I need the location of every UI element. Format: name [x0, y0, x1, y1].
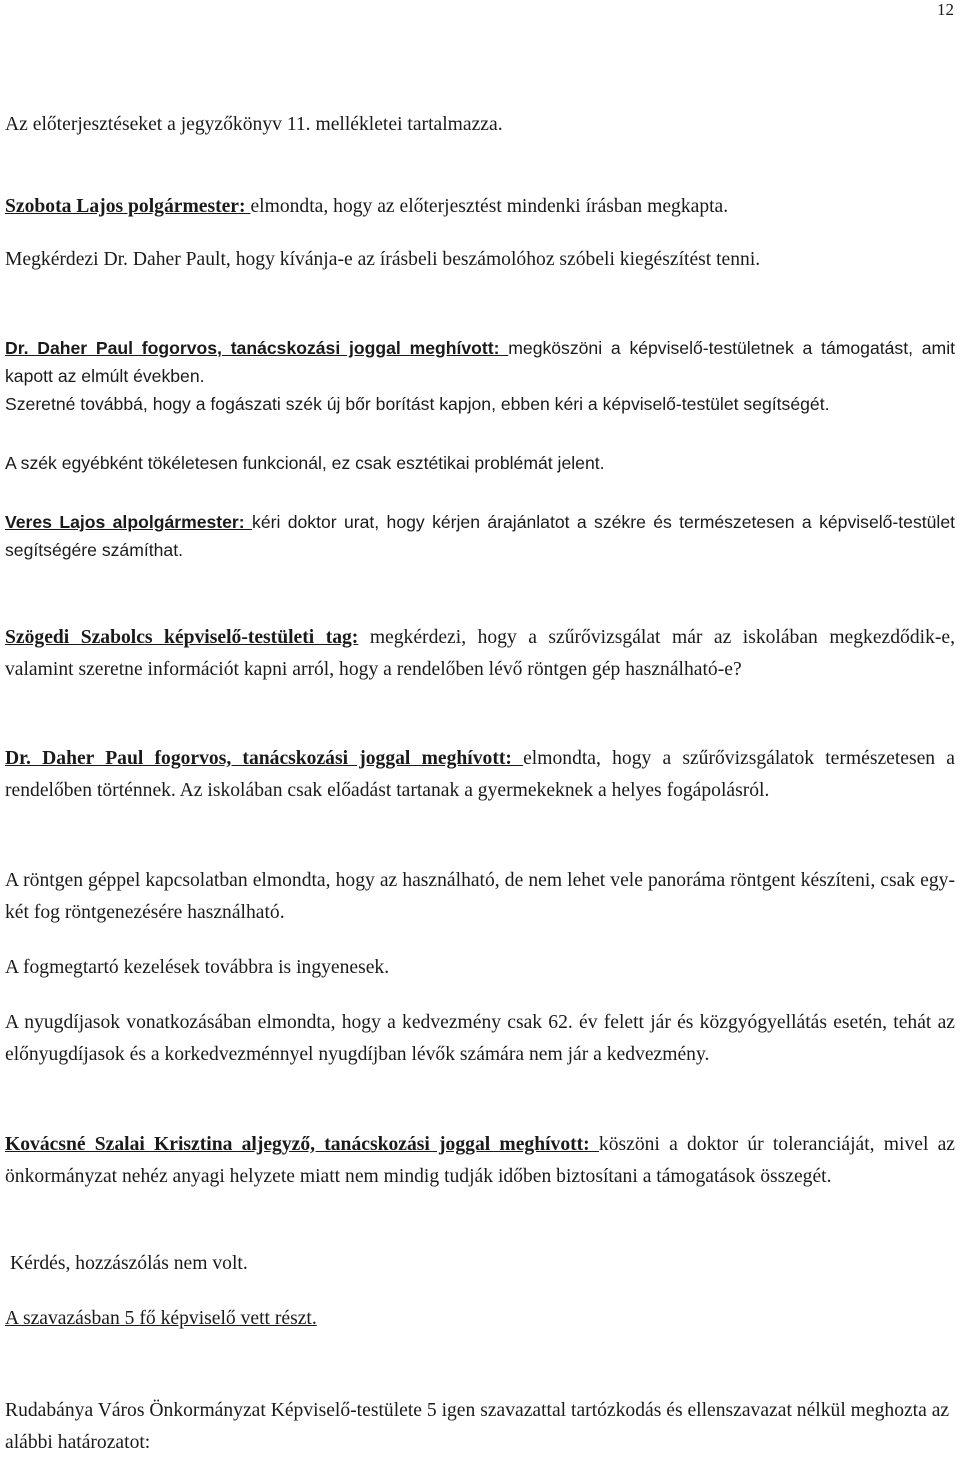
speaker-name: Kovácsné Szalai Krisztina aljegyző, tanácskozási joggal meghívott: [5, 1134, 599, 1155]
paragraph-dentist-chair-note [5, 450, 955, 478]
paragraph-text: Rudabánya Város Önkormányzat Képviselő-testülete 5 igen szavazattal tartózkodás és ellenszavazat nélkül meghozta az alábbi határozatot: [5, 1400, 950, 1453]
paragraph-text: Szeretné továbbá, hogy a fogászati szék új bőr borítást kapjon, ebben kéri a képviselő-testület segítségét. [5, 394, 830, 414]
paragraph-text: Kérdés, hozzászólás nem volt. [10, 1253, 248, 1274]
speaker-name: Szobota Lajos polgármester: [5, 196, 251, 217]
speaker-name: Veres Lajos alpolgármester: [5, 512, 253, 532]
paragraph-text: kéri doktor urat, hogy kérjen árajánlatot a székre és természetesen a képviselő-testület segítségére számíthat. [5, 512, 956, 560]
speaker-name: Dr. Daher Paul fogorvos, tanácskozási joggal meghívott: [5, 748, 524, 769]
paragraph-free-treatment [5, 952, 955, 984]
paragraph-text: köszöni a doktor úr toleranciáját, mivel az önkormányzat nehéz anyagi helyzete miatt nem mindig tudják időben biztosítani a támogatások összegét. [5, 1134, 955, 1187]
paragraph-deputy-mayor [5, 509, 955, 564]
paragraph-no-questions [10, 1248, 960, 1280]
paragraph-councillor-question [5, 622, 955, 685]
paragraph-text: Az előterjesztéseket a jegyzőkönyv 11. mellékletei tartalmazza. [5, 114, 503, 135]
paragraph-text: A szavazásban 5 fő képviselő vett részt. [5, 1308, 317, 1329]
paragraph-text: megköszöni a képviselő-testületnek a támogatást, amit kapott az elmúlt években. [5, 338, 955, 386]
paragraph-resolution [5, 1395, 955, 1458]
page-number: 12 [937, 0, 954, 19]
paragraph-deputy-notary [5, 1129, 955, 1192]
paragraph-attachments [5, 109, 955, 141]
paragraph-mayor-statement [5, 191, 955, 223]
paragraph-text: A röntgen géppel kapcsolatban elmondta, hogy az használható, de nem lehet vele panoráma röntgent készíteni, csak egy-két fog röntgenezésére használható. [5, 870, 955, 923]
paragraph-dentist-chair-request [5, 391, 955, 419]
paragraph-text: A szék egyébként tökéletesen funkcionál, ez csak esztétikai problémát jelent. [5, 453, 605, 473]
paragraph-dentist-thanks [5, 335, 955, 390]
speaker-name: Dr. Daher Paul fogorvos, tanácskozási joggal meghívott: [5, 338, 509, 358]
paragraph-xray [5, 865, 955, 928]
paragraph-pensioners [5, 1007, 955, 1070]
speaker-name: Szögedi Szabolcs képviselő-testületi tag: [5, 627, 359, 648]
paragraph-mayor-question [5, 244, 955, 276]
paragraph-text: elmondta, hogy a szűrővizsgálatok természetesen a rendelőben történnek. Az iskolában csak előadást tartanak a gyermekeknek a helyes fogápolásról. [5, 748, 955, 801]
paragraph-text: A fogmegtartó kezelések továbbra is ingyenesek. [5, 957, 390, 978]
paragraph-text: elmondta, hogy az előterjesztést mindenki írásban megkapta. [250, 196, 729, 217]
paragraph-vote-participants [5, 1303, 955, 1335]
paragraph-text: megkérdezi, hogy a szűrővizsgálat már az iskolában megkezdődik-e, valamint szeretne információt kapni arról, hogy a rendelőben lévő röntgen gép használható-e? [5, 627, 955, 680]
paragraph-text: A nyugdíjasok vonatkozásában elmondta, hogy a kedvezmény csak 62. év felett jár és közgyógyellátás esetén, tehát az előnyugdíjasok és a korkedvezménnyel nyugdíjban lévők számára nem jár a kedvezmény. [5, 1012, 955, 1065]
paragraph-text: Megkérdezi Dr. Daher Pault, hogy kívánja-e az írásbeli beszámolóhoz szóbeli kiegészítést tenni. [5, 249, 761, 270]
paragraph-dentist-answer [5, 743, 955, 806]
